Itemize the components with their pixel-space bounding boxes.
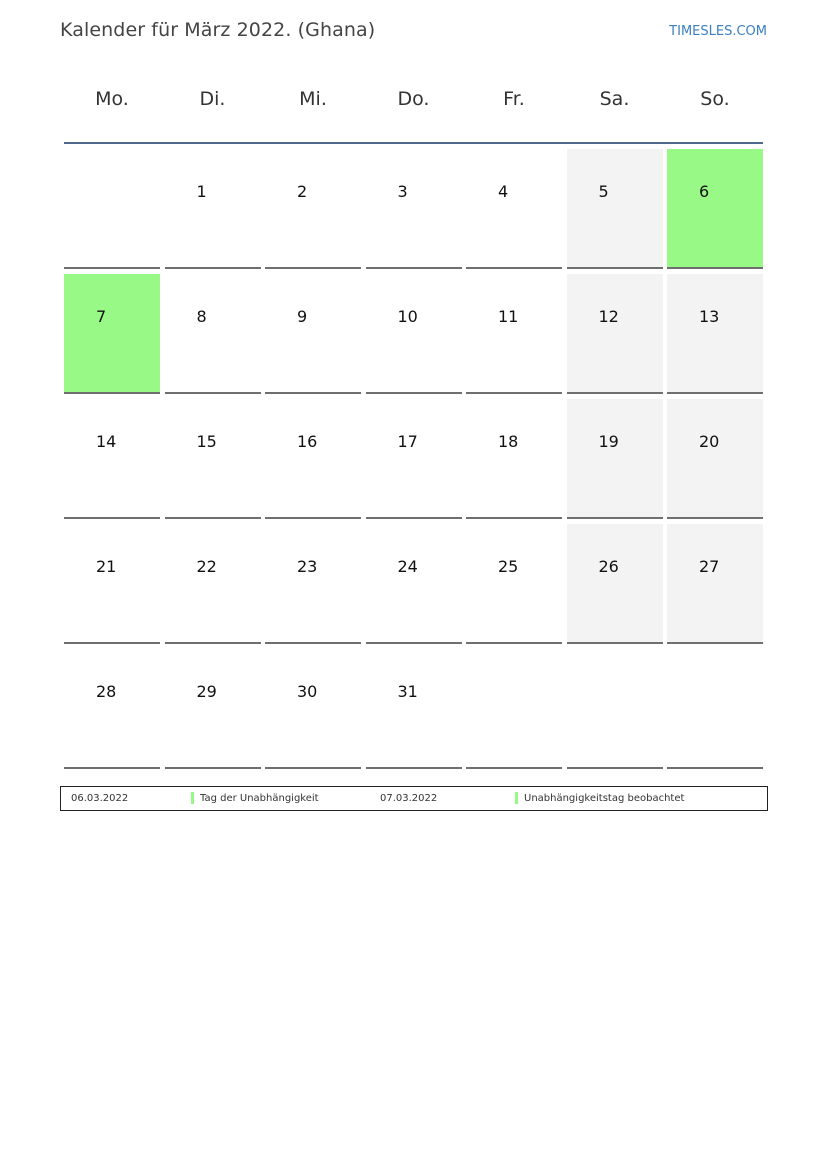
day-number: 30 <box>297 682 318 701</box>
day-number: 18 <box>498 432 519 451</box>
legend-date-1: 06.03.2022 <box>71 793 129 804</box>
day-number: 28 <box>96 682 117 701</box>
weekday-tue: Di. <box>199 88 226 110</box>
day-cell <box>667 399 763 519</box>
day-cell <box>567 149 663 269</box>
empty-day-cell <box>466 649 562 769</box>
day-number: 9 <box>297 307 308 326</box>
day-number: 23 <box>297 557 318 576</box>
day-number: 2 <box>297 182 308 201</box>
day-cell <box>366 399 462 519</box>
day-number: 10 <box>397 307 418 326</box>
legend-color-swatch-1 <box>191 792 194 804</box>
header-divider <box>64 142 763 144</box>
day-number: 31 <box>397 682 418 701</box>
day-number: 29 <box>196 682 217 701</box>
day-cell <box>165 649 261 769</box>
weekday-sun: So. <box>700 88 730 110</box>
day-cell <box>466 399 562 519</box>
day-cell <box>366 274 462 394</box>
weekday-wed: Mi. <box>299 88 327 110</box>
holiday-legend <box>60 786 768 811</box>
day-cell <box>366 524 462 644</box>
day-number: 14 <box>96 432 117 451</box>
day-number: 5 <box>598 182 609 201</box>
day-cell <box>567 399 663 519</box>
day-cell <box>64 524 160 644</box>
day-cell <box>265 399 361 519</box>
weekday-header-row <box>64 88 763 120</box>
day-cell <box>466 149 562 269</box>
day-cell <box>466 524 562 644</box>
legend-color-swatch-2 <box>515 792 518 804</box>
day-number: 6 <box>699 182 710 201</box>
day-number: 16 <box>297 432 318 451</box>
day-cell <box>667 274 763 394</box>
day-number: 7 <box>96 307 107 326</box>
day-number: 25 <box>498 557 519 576</box>
day-cell <box>366 649 462 769</box>
day-number: 20 <box>699 432 720 451</box>
day-cell <box>567 524 663 644</box>
day-cell <box>165 274 261 394</box>
weekday-thu: Do. <box>397 88 430 110</box>
day-number: 11 <box>498 307 519 326</box>
day-number: 1 <box>196 182 207 201</box>
empty-day-cell <box>667 649 763 769</box>
day-number: 13 <box>699 307 720 326</box>
day-cell <box>64 649 160 769</box>
day-cell <box>165 149 261 269</box>
empty-day-cell <box>567 649 663 769</box>
day-cell <box>366 149 462 269</box>
day-number: 12 <box>598 307 619 326</box>
day-cell <box>64 399 160 519</box>
day-cell <box>64 274 160 394</box>
day-number: 3 <box>397 182 408 201</box>
legend-name-2: Unabhängigkeitstag beobachtet <box>524 793 685 804</box>
day-number: 8 <box>196 307 207 326</box>
weekday-fri: Fr. <box>503 88 525 110</box>
page-title: Kalender für März 2022. (Ghana) <box>60 19 376 41</box>
day-number: 24 <box>397 557 418 576</box>
day-number: 17 <box>397 432 418 451</box>
day-number: 27 <box>699 557 720 576</box>
brand-link[interactable]: TIMESLES.COM <box>669 24 767 39</box>
weekday-sat: Sa. <box>599 88 630 110</box>
day-number: 4 <box>498 182 509 201</box>
weekday-mon: Mo. <box>95 88 129 110</box>
day-cell <box>265 524 361 644</box>
day-cell <box>667 149 763 269</box>
day-cell <box>567 274 663 394</box>
day-number: 26 <box>598 557 619 576</box>
day-number: 22 <box>196 557 217 576</box>
day-cell <box>265 649 361 769</box>
legend-date-2: 07.03.2022 <box>380 793 438 804</box>
day-cell <box>165 399 261 519</box>
day-cell <box>466 274 562 394</box>
day-number: 19 <box>598 432 619 451</box>
legend-name-1: Tag der Unabhängigkeit <box>200 793 319 804</box>
day-cell <box>667 524 763 644</box>
day-cell <box>265 149 361 269</box>
day-cell <box>265 274 361 394</box>
day-cell <box>165 524 261 644</box>
empty-day-cell <box>64 149 160 269</box>
day-number: 21 <box>96 557 117 576</box>
day-number: 15 <box>196 432 217 451</box>
